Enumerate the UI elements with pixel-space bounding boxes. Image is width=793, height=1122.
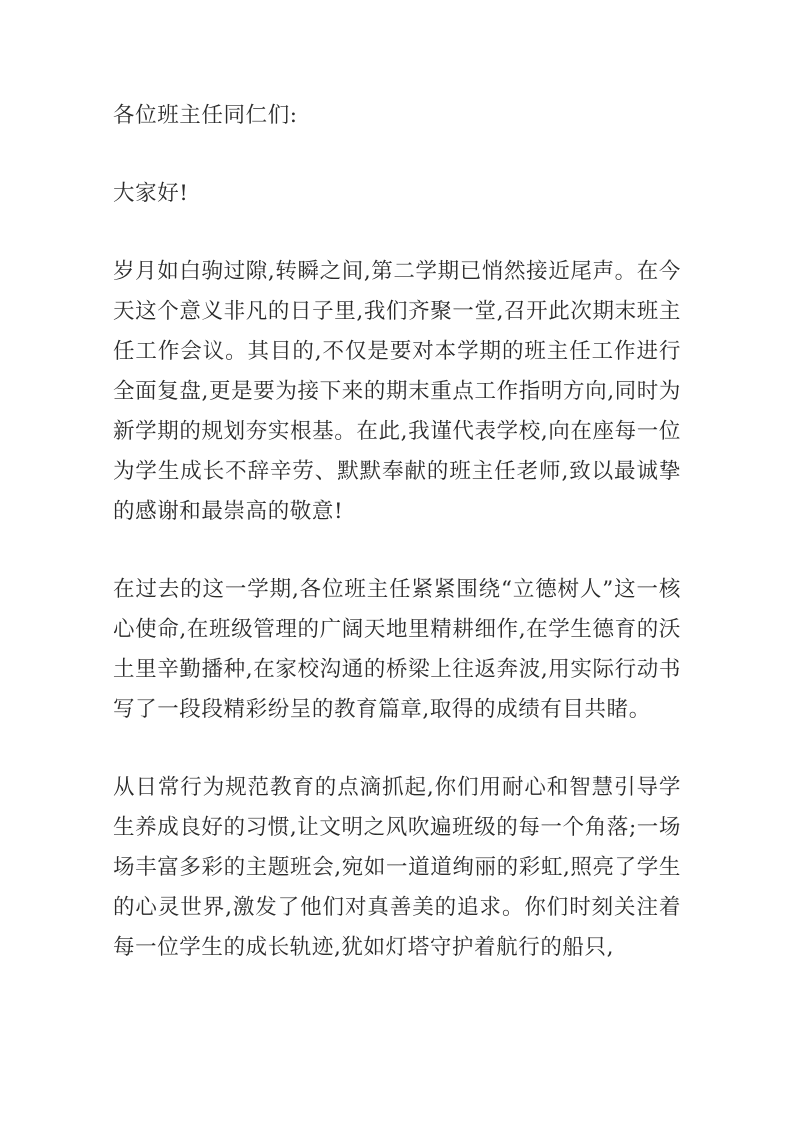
paragraph-greeting: 大家好! (113, 181, 189, 206)
paragraph-salutation: 各位班主任同仁们: (113, 103, 298, 128)
document-text-body (113, 96, 681, 968)
paragraph-opening-remarks: 岁月如白驹过隙,转瞬之间,第二学期已悄然接近尾声。在今天这个意义非凡的日子里,我们齐聚一堂,召开此次期末班主任工作会议。其目的,不仅是要对本学期的班主任工作进行全面复盘,更是要为接下来的期末重点工作指明方向,同时为新学期的规划夯实根基。在此,我谨代表学校,向在座每一位为学生成长不辞辛劳、默默奉献的班主任老师,致以最诚挚的感谢和最崇高的敬意! (113, 259, 681, 524)
paragraph-past-semester-review: 在过去的这一学期,各位班主任紧紧围绕“立德树人”这一核心使命,在班级管理的广阔天地里精耕细作,在学生德育的沃土里辛勤播种,在家校沟通的桥梁上往返奔波,用实际行动书写了一段段精彩纷呈的教育篇章,取得的成绩有目共睹。 (113, 577, 681, 722)
paragraph-daily-education-achievements: 从日常行为规范教育的点滴抓起,你们用耐心和智慧引导学生养成良好的习惯,让文明之风吹遍班级的每一个角落;一场场丰富多彩的主题班会,宛如一道道绚丽的彩虹,照亮了学生的心灵世界,激发了他们对真善美的追求。你们时刻关注着每一位学生的成长轨迹,犹如灯塔守护着航行的船只, (113, 775, 681, 960)
